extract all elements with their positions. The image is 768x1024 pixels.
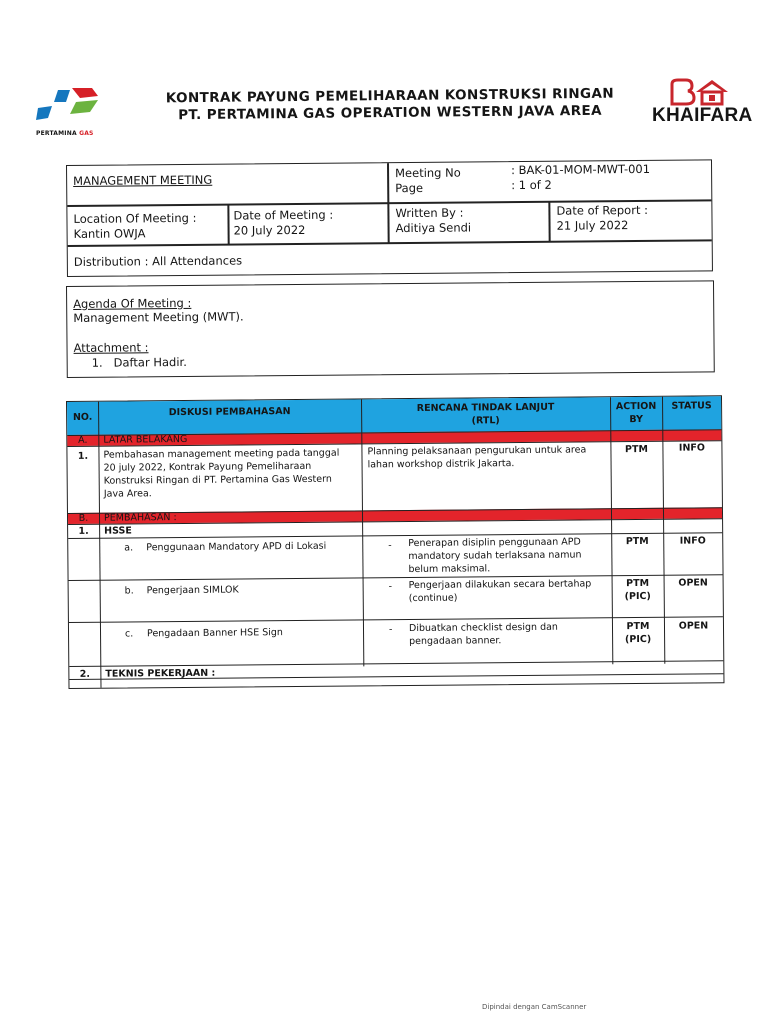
- sub-row-b-rtl: Pengerjaan dilakukan secara bertahap (continue): [408, 578, 592, 605]
- khaifara-logo: [652, 78, 753, 130]
- row-a1-rtl: Planning pelaksanaan pengurukan untuk area lahan workshop distrik Jakarta.: [367, 444, 587, 471]
- column-header-by: BY: [629, 413, 644, 426]
- sub-row-c-rtl: Dibuatkan checklist design dan pengadaan banner.: [408, 621, 558, 648]
- location-label: Location Of Meeting :: [73, 210, 197, 226]
- discussion-table: [66, 395, 724, 689]
- section-a-no: A.: [78, 434, 88, 446]
- sub-row-a-rtl: Penerapan disiplin penggunaan APD mandatory sudah terlaksana namun belum maksimal.: [408, 536, 582, 576]
- house-logo-icon: [666, 78, 728, 106]
- date-of-meeting-value: 20 July 2022: [233, 222, 306, 238]
- row-b1-title: HSSE: [104, 525, 132, 537]
- date-of-report-value: 21 July 2022: [556, 218, 629, 233]
- meeting-type: MANAGEMENT MEETING: [73, 172, 213, 188]
- sub-row-b-discussion: Pengerjaan SIMLOK: [146, 584, 239, 597]
- agenda-box: [66, 280, 715, 378]
- sub-row-c-letter: c.: [124, 628, 134, 640]
- date-of-meeting-label: Date of Meeting :: [233, 207, 334, 223]
- sub-row-a-dash: -: [388, 540, 392, 552]
- sub-row-a-discussion: Penggunaan Mandatory APD di Lokasi: [146, 540, 327, 554]
- sub-row-b-letter: b.: [124, 585, 134, 597]
- agenda-value: Management Meeting (MWT).: [73, 309, 244, 325]
- sub-row-c-action: PTM (PIC): [624, 620, 652, 646]
- section-b-title: PEMBAHASAN :: [103, 512, 177, 524]
- column-divider: [227, 205, 229, 245]
- sub-row-a-action: PTM: [625, 535, 649, 548]
- row-b2-title: TEKNIS PEKERJAAN :: [105, 667, 216, 680]
- page-label: Page: [395, 180, 424, 196]
- title-line-1: KONTRAK PAYUNG PEMELIHARAAN KONSTRUKSI RINGAN: [165, 85, 615, 107]
- column-header-rtl-sub: (RTL): [471, 415, 500, 427]
- sub-row-a-letter: a.: [124, 542, 134, 554]
- pertamina-gas-logo: [36, 86, 114, 140]
- row-a1-discussion: Pembahasan management meeting pada tanggal 20 july 2022, Kontrak Payung Pemeliharaan Konstruksi Ringan di PT. Pertamina Gas Western Java Area.: [103, 447, 340, 500]
- sub-row-c-status: OPEN: [678, 620, 709, 632]
- row-a1-no: 1.: [77, 450, 89, 462]
- column-header-action: ACTION: [615, 400, 657, 413]
- sub-row-b-dash: -: [388, 581, 393, 593]
- meeting-no-label: Meeting No: [395, 165, 461, 181]
- meeting-info-table: [66, 159, 713, 277]
- section-a-title: LATAR BELAKANG: [103, 433, 188, 446]
- row-a1-action: PTM: [624, 443, 648, 456]
- column-header-rtl: RENCANA TINDAK LANJUT: [416, 401, 555, 414]
- meeting-no-value: : BAK-01-MOM-MWT-001: [511, 161, 651, 178]
- column-header-no: NO.: [72, 411, 93, 423]
- written-by-value: Aditiya Sendi: [395, 220, 472, 236]
- written-by-label: Written By :: [395, 205, 464, 221]
- row-divider: [69, 660, 723, 667]
- title-line-2: PT. PERTAMINA GAS OPERATION WESTERN JAVA AREA: [178, 102, 603, 124]
- sub-row-c-discussion: Pengadaan Banner HSE Sign: [146, 627, 283, 640]
- scanner-watermark: Dipindai dengan CamScanner: [482, 1003, 587, 1011]
- row-a1-status: INFO: [678, 442, 706, 454]
- pertamina-logo-icon: [36, 86, 98, 124]
- pertamina-logo-text: PERTAMINA GAS: [36, 130, 94, 137]
- sub-row-a-status: INFO: [679, 535, 706, 547]
- date-of-report-label: Date of Report :: [556, 202, 649, 218]
- khaifara-logo-text: KHAIFARA: [652, 105, 753, 126]
- attachment-label: Attachment :: [73, 340, 149, 355]
- column-header-status: STATUS: [671, 400, 712, 412]
- column-header-discussion: DISKUSI PEMBAHASAN: [168, 406, 291, 419]
- section-b-no: B.: [78, 512, 89, 524]
- distribution: Distribution : All Attendances: [73, 253, 243, 269]
- sub-row-b-status: OPEN: [678, 577, 708, 589]
- sub-row-b-action: PTM (PIC): [624, 577, 651, 603]
- row-b2-no: 2.: [79, 668, 91, 680]
- page-value: : 1 of 2: [511, 177, 552, 193]
- row-divider: [68, 239, 712, 246]
- sub-row-c-dash: -: [388, 624, 393, 636]
- location-value: Kantin OWJA: [73, 226, 146, 241]
- document-title: [160, 86, 620, 125]
- agenda-label: Agenda Of Meeting :: [73, 295, 192, 311]
- row-b1-no: 1.: [78, 525, 89, 537]
- column-divider: [548, 202, 550, 242]
- attachment-item: 1. Daftar Hadir.: [91, 354, 187, 370]
